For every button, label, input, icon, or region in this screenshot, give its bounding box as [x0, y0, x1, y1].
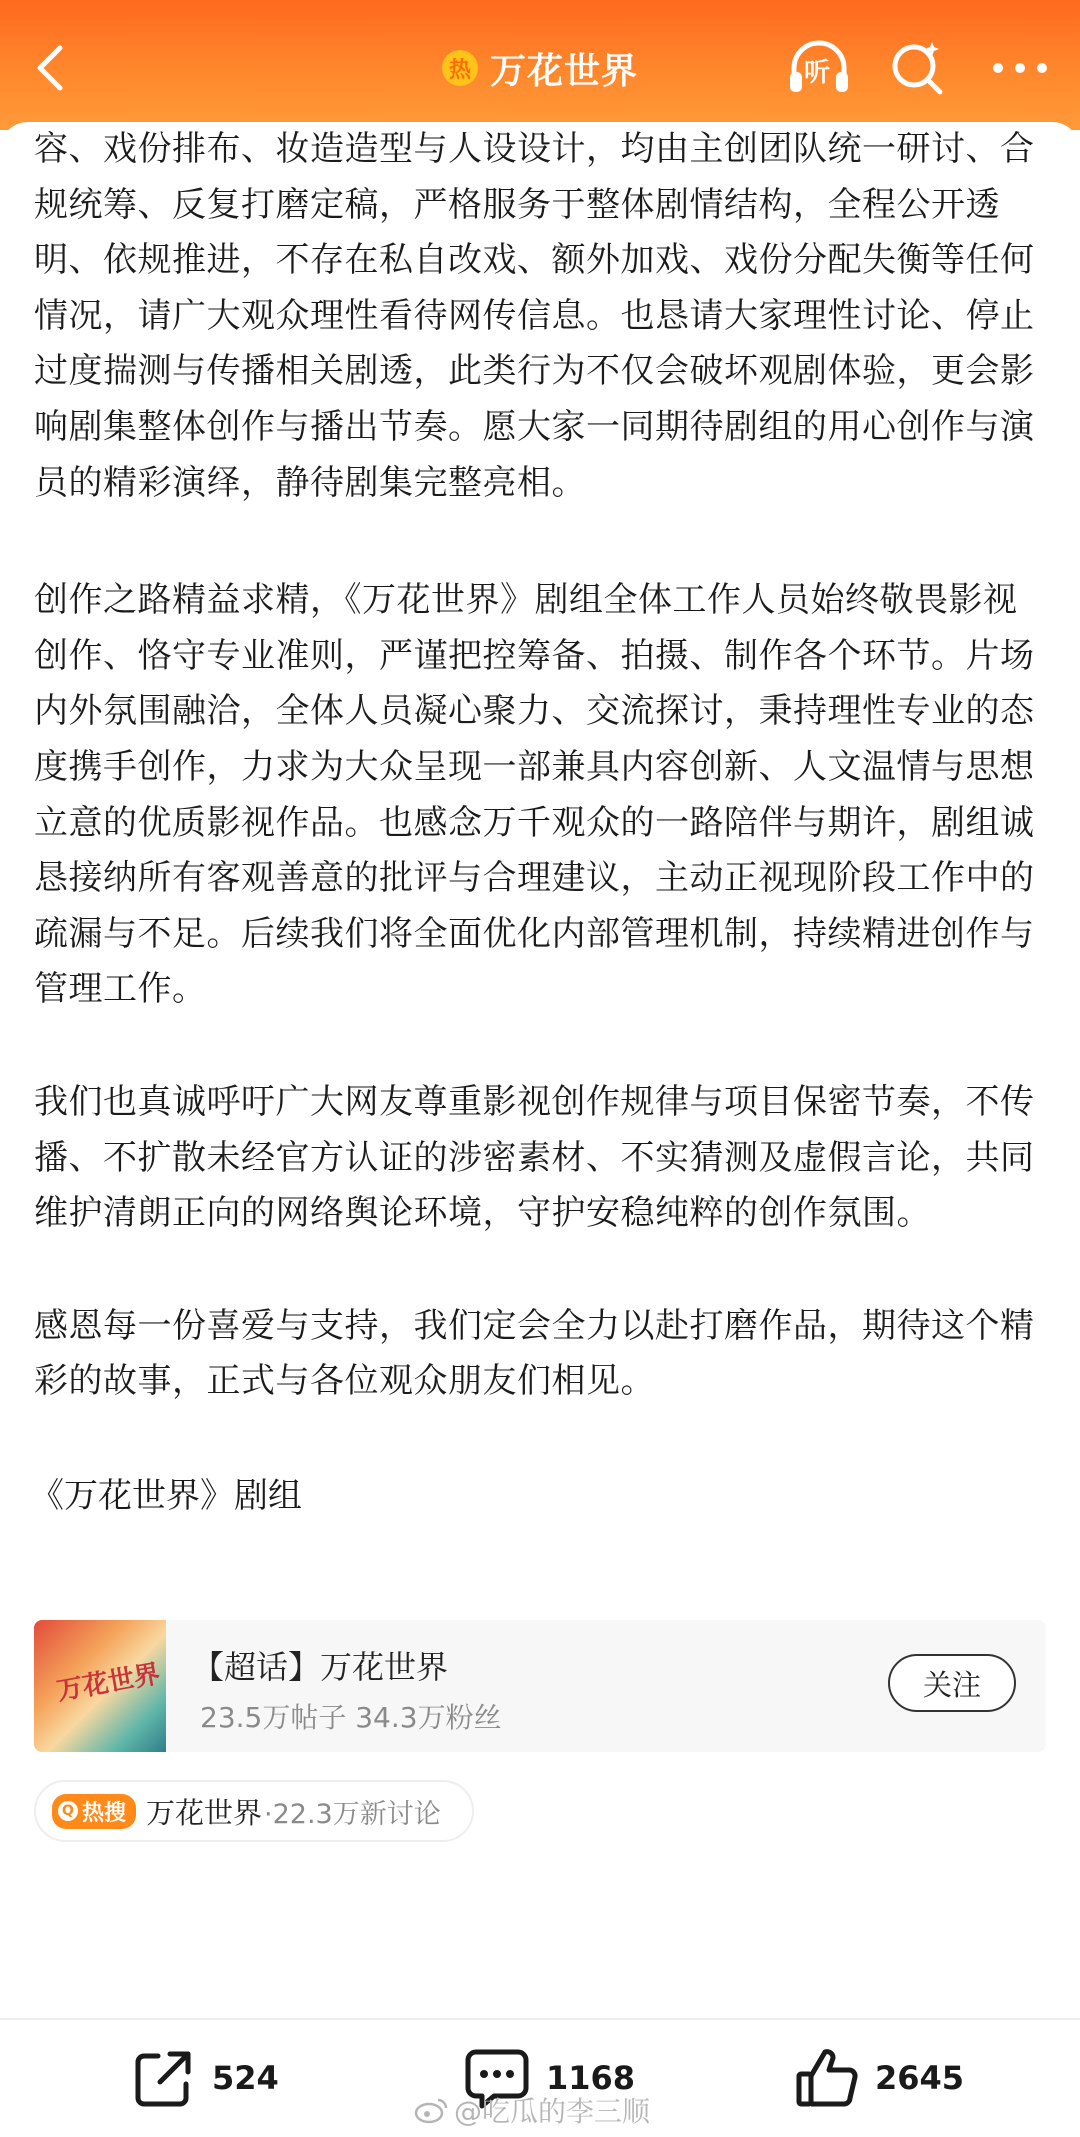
- search-icon: Q: [58, 1801, 78, 1821]
- hot-badge-icon: 热: [442, 50, 478, 86]
- page-title: 万花世界: [489, 50, 638, 92]
- super-topic-card[interactable]: [34, 1620, 1046, 1752]
- share-button[interactable]: [132, 2046, 279, 2110]
- top-nav-bar: [0, 0, 1080, 130]
- post-paragraph: 创作之路精益求精，《万花世界》剧组全体工作人员始终敬畏影视创作、恪守专业准则，严谨把控筹备、拍摄、制作各个环节。片场内外氛围融洽，全体人员凝心聚力、交流探讨，秉持理性专业的态度携手创作，力求为大众呈现一部兼具内容创新、人文温情与思想立意的优质影视作品。也感念万千观众的一路陪伴与期许，剧组诚恳接纳所有客观善意的批评与合理建议，主动正视现阶段工作中的疏漏与不足。后续我们将全面优化内部管理机制，持续精进创作与管理工作。: [34, 580, 1035, 1010]
- share-icon: [132, 2046, 196, 2110]
- post-paragraph: 感恩每一份喜爱与支持，我们定会全力以赴打磨作品，期待这个精彩的故事，正式与各位观众朋友们相见。: [34, 1305, 1035, 1402]
- hot-search-tag-label: 热搜: [82, 1800, 127, 1826]
- search-button[interactable]: [888, 38, 948, 98]
- post-signature: 《万花世界》剧组: [30, 1475, 302, 1516]
- hot-search-chip[interactable]: [34, 1780, 474, 1842]
- watermark-text: @吃瓜的李三顺: [454, 2095, 651, 2128]
- post-body: [30, 122, 1050, 1524]
- listen-label: 听: [804, 58, 831, 88]
- listen-button[interactable]: [786, 36, 852, 100]
- more-button[interactable]: [985, 38, 1055, 98]
- thumbs-up-icon: [795, 2046, 859, 2110]
- like-count: 2645: [875, 2059, 965, 2097]
- follow-button[interactable]: 关注: [888, 1654, 1016, 1712]
- post-paragraph: 容、戏份排布、妆造造型与人设设计，均由主创团队统一研讨、合规统筹、反复打磨定稿，严格服务于整体剧情结构，全程公开透明、依规推进，不存在私自改戏、额外加戏、戏份分配失衡等任何情况，请广大观众理性看待网传信息。也恳请大家理性讨论、停止过度揣测与传播相关剧透，此类行为不仅会破坏观剧体验，更会影响剧集整体创作与播出节奏。愿大家一同期待剧组的用心创作与演员的精彩演绎，静待剧集完整亮相。: [34, 129, 1035, 503]
- post-paragraph: 我们也真诚呼吁广大网友尊重影视创作规律与项目保密节奏，不传播、不扩散未经官方认证的涉密素材、不实猜测及虚假言论，共同维护清朗正向的网络舆论环境，守护安稳纯粹的创作氛围。: [34, 1081, 1035, 1234]
- comment-count: 1168: [546, 2059, 636, 2097]
- more-dots-icon: [985, 38, 1055, 98]
- hot-search-tag: [52, 1794, 136, 1829]
- hot-search-name: 万花世界: [146, 1795, 263, 1830]
- search-icon: [888, 38, 948, 98]
- watermark: [414, 2090, 650, 2130]
- topic-name: 【超话】万花世界: [192, 1648, 449, 1686]
- topic-stats: 23.5万帖子 34.3万粉丝: [200, 1701, 502, 1734]
- share-count: 524: [212, 2059, 279, 2097]
- like-button[interactable]: [795, 2046, 964, 2110]
- topic-thumb-logo: 万花世界: [54, 1659, 163, 1707]
- hot-search-count: ·22.3万新讨论: [264, 1798, 441, 1830]
- weibo-logo-icon: [414, 2096, 448, 2124]
- topic-thumbnail: [34, 1620, 166, 1752]
